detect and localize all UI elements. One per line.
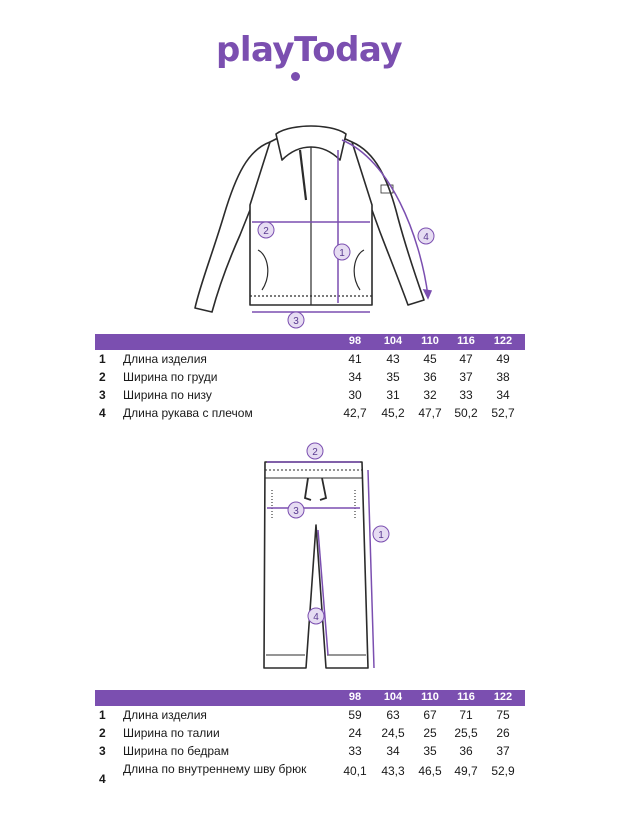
size-98: 98 (348, 691, 362, 703)
cell: 52,9 (491, 764, 515, 778)
cell: 43 (386, 352, 400, 366)
row-number: 1 (99, 708, 106, 722)
pants-marker-2: 2 (312, 447, 318, 458)
row-number: 2 (99, 726, 106, 740)
cell: 38 (496, 370, 510, 384)
row-label: Длина рукава с плечом (123, 406, 253, 420)
table-row (95, 386, 525, 404)
cell: 52,7 (491, 406, 515, 420)
row-label: Ширина по талии (123, 726, 220, 740)
row-label: Ширина по низу (123, 388, 212, 402)
size-116: 116 (457, 691, 475, 703)
cell: 49 (496, 352, 510, 366)
cell: 24 (348, 726, 362, 740)
size-110: 110 (421, 335, 439, 347)
cell: 25 (423, 726, 437, 740)
pants-table-header (95, 690, 525, 706)
pants-marker-1: 1 (378, 530, 384, 541)
size-98: 98 (348, 335, 362, 347)
size-104: 104 (383, 335, 403, 347)
cell: 45,2 (381, 406, 405, 420)
cell: 32 (423, 388, 437, 402)
table-row (95, 706, 525, 724)
cell: 43,3 (381, 764, 405, 778)
jacket-marker-3: 3 (293, 316, 299, 327)
cell: 30 (348, 388, 362, 402)
cell: 50,2 (454, 406, 478, 420)
cell: 33 (459, 388, 473, 402)
row-number: 1 (99, 352, 106, 366)
cell: 34 (386, 744, 400, 758)
cell: 35 (423, 744, 437, 758)
cell: 31 (386, 388, 400, 402)
cell: 34 (496, 388, 510, 402)
jacket-marker-2: 2 (263, 226, 269, 237)
jacket-size-table (95, 334, 525, 422)
cell: 40,1 (343, 764, 367, 778)
cell: 47,7 (418, 406, 442, 420)
cell: 34 (348, 370, 362, 384)
cell: 59 (348, 708, 362, 722)
row-number: 4 (99, 772, 106, 786)
brand-logo-dot (291, 72, 300, 81)
pants-size-table (95, 690, 525, 796)
size-116: 116 (457, 335, 475, 347)
cell: 35 (386, 370, 400, 384)
pants-marker-3: 3 (293, 506, 299, 517)
cell: 67 (423, 708, 437, 722)
cell: 36 (423, 370, 437, 384)
row-label: Длина по внутреннему шву брюк (123, 762, 307, 776)
cell: 75 (496, 708, 510, 722)
cell: 41 (348, 352, 362, 366)
cell: 49,7 (454, 764, 478, 778)
cell: 24,5 (381, 726, 405, 740)
table-row (95, 368, 525, 386)
size-104: 104 (383, 691, 403, 703)
row-label: Длина изделия (123, 352, 207, 366)
table-row (95, 350, 525, 368)
row-number: 3 (99, 388, 106, 402)
row-number: 4 (99, 406, 106, 420)
cell: 71 (459, 708, 473, 722)
jacket-table-header (95, 334, 525, 350)
table-row (95, 724, 525, 742)
brand-logo: playToday (216, 30, 402, 70)
row-number: 2 (99, 370, 106, 384)
cell: 36 (459, 744, 473, 758)
cell: 37 (459, 370, 473, 384)
pants-marker-4: 4 (313, 612, 319, 623)
pants-illustration (0, 440, 618, 680)
cell: 25,5 (454, 726, 478, 740)
jacket-marker-1: 1 (339, 248, 345, 259)
size-110: 110 (421, 691, 439, 703)
cell: 46,5 (418, 764, 442, 778)
cell: 45 (423, 352, 437, 366)
table-row (95, 742, 525, 760)
cell: 37 (496, 744, 510, 758)
jacket-marker-4: 4 (423, 232, 429, 243)
table-row (95, 404, 525, 422)
table-row (95, 760, 525, 796)
row-number: 3 (99, 744, 106, 758)
cell: 47 (459, 352, 473, 366)
row-label: Ширина по бедрам (123, 744, 229, 758)
jacket-illustration (0, 120, 618, 335)
cell: 42,7 (343, 406, 367, 420)
size-122: 122 (493, 691, 513, 703)
cell: 63 (386, 708, 400, 722)
row-label: Ширина по груди (123, 370, 218, 384)
cell: 33 (348, 744, 362, 758)
row-label: Длина изделия (123, 708, 207, 722)
size-122: 122 (493, 335, 513, 347)
cell: 26 (496, 726, 510, 740)
